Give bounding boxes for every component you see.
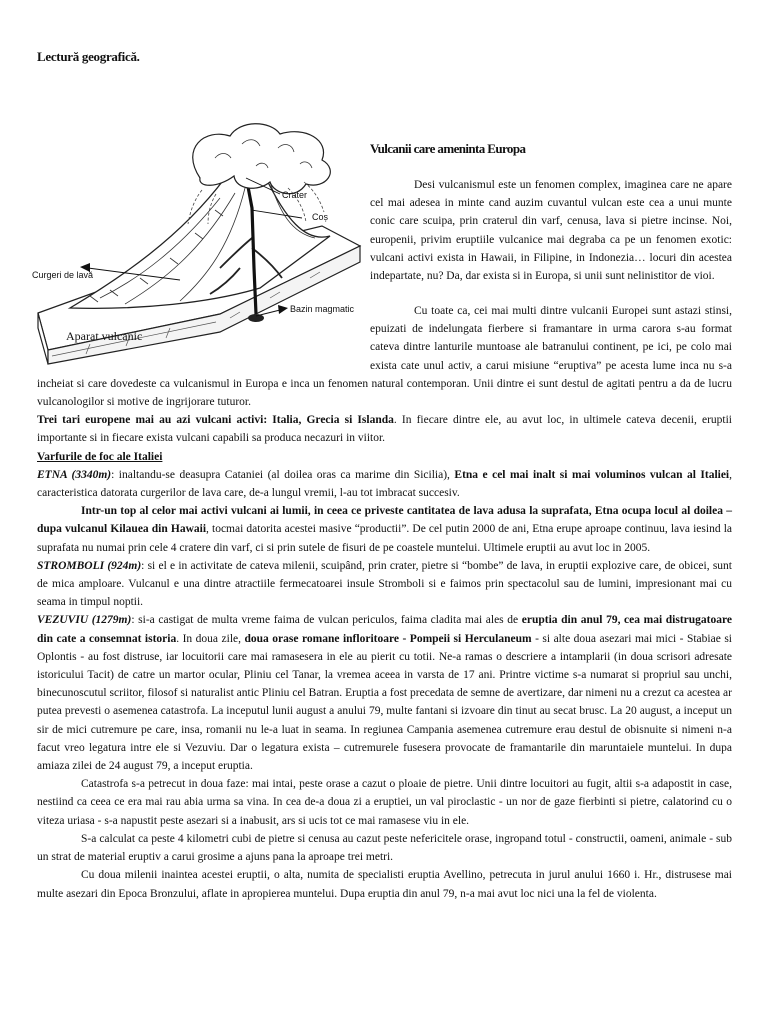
paragraph-avellino: Cu doua milenii inaintea acestei eruptii, o alta, numita de specialisti eruptia Avellino, petrecuta in jurul anului 1660 i. Hr., distrusese mai multe asezari din Epoca Bronzului, aflate in apropierea muntelui. Dupa eruptia din anul 79, n-a mai avut loc nici una la fel de violenta.	[37, 869, 732, 900]
etna-bold-1: Etna e cel mai inalt si mai voluminos vulcan al Italiei	[454, 468, 730, 481]
paragraph-intro: Desi vulcanismul este un fenomen complex, imaginea care ne apare cel mai adesea in minte cand auzim cuvantul vulcan este cea a unui munte conic care scuipa, prin craterul din varf, cenusa, lava si pietre incinse. Noi, europenii, privim eruptiile vulcanice mai degraba ca pe un fenomen exotic: vulcani activi exista in Hawaii, in Filipine, in Indonezia… locuri din acestea indepartate, nu? Da, dar exista si in Europa, si unii sunt nelinistitor de vioi.	[370, 179, 732, 283]
vezuviu-bold-1: eruptia din anul 79, cea mai distrugatoare din cate a consemnat istoria	[37, 614, 732, 645]
vezuviu-text-3: - si alte doua asezari mai mici - Stabiae si Oplontis - au fost distruse, iar locuitorii care mai ramasesera in ele au pierit cu totii. Ne-a ramas o descriere a intamplarii (in doua scrisori adresate istoricului Tacit) de catre un martor ocular, Pliniu cel Tanar, la vremea aceea in varsta de 17 ani. Printre victime s-a numarat si propriul sau unchi, binecunoscutul scriitor, filosof si naturalist antic Pliniu cel Batran. Eruptia a fost precedata de semne de avertizare, dar nimeni nu a crezut ca acestea ar putea prevesti o asemenea catastrofa. La inceputul lunii august a anului 79, multe fantani si izvoare din tinut au secat brusc. La 20 august, a inceput un sir de mici cutremure pe care, insa, romanii nu le-a luat in seama. In regiunea Campania asemenea cutremure erau destul de obisnuite si nimeni n-a facut vreo legatura intre ele si Vezuviu. Dar o legatura exista – cutremurele fusesera provocate de framantarile din maruntaiele muntelui. In dupa amiaza zilei de 24 august 79, a inceput eruptia.	[37, 632, 732, 773]
page-heading: Lectură geografică.	[37, 49, 140, 64]
three-countries-rest: . In fiecare dintre ele, au avut loc, in ultimele cateva decenii, eruptii importante si in fiecare exista vulcani capabili sa produca necazuri in viitor.	[37, 414, 732, 445]
etna-text-1: : inaltandu-se deasupra Cataniei (al doilea oras ca marime din Sicilia),	[111, 468, 455, 481]
section-heading-italy	[37, 448, 732, 466]
paragraph-vezuviu	[37, 611, 732, 775]
vezuviu-bold-2: doua orase romane infloritoare - Pompeii si Herculaneum	[244, 632, 532, 645]
stromboli-text: : si el e in activitate de cateva milenii, scuipând, prin crater, pietre si “bombe” de lava, in eruptii explozive care, de obicei, sunt de mica amploare. Vulcanul e una dintre atractiile fermecatoarei insule Stromboli si e faimos prin spectacolul sau de lumini, impresionant mai cu seama in timpul noptii.	[37, 559, 732, 609]
paragraph-catastrofa: Catastrofa s-a petrecut in doua faze: mai intai, peste orase a cazut o ploaie de pietre. Unii dintre locuitori au fugit, altii s-a adapostit in case, nestiind ca ceea ce era mai rau abia urma sa vina. In cea de-a doua zi a eruptiei, un val piroclastic - un nor de gaze fierbinti si pietre, calatorind cu o viteza uriasa - s-a napustit peste asezari si a inabusit, ars si ucis tot ce mai ramasese viu in ele.	[37, 778, 732, 827]
article-intro-column	[370, 176, 732, 285]
label-magma-chamber: Bazin magmatic	[290, 304, 355, 314]
italy-heading: Varfurile de foc ale Italiei	[37, 450, 163, 463]
vezuviu-name: VEZUVIU (1279m)	[37, 614, 132, 627]
label-cos: Coș	[312, 212, 329, 222]
article-title: Vulcanii care ameninta Europa	[370, 141, 526, 156]
label-crater: Crater	[282, 190, 308, 200]
paragraph-three-countries	[37, 411, 732, 447]
three-countries-bold: Trei tari europene mai au azi vulcani activi: Italia, Grecia si Islanda	[37, 414, 394, 427]
paragraph-calculat: S-a calculat ca peste 4 kilometri cubi de pietre si cenusa au cazut peste nefericitele orase, ingropand totul - constructii, oameni, animale - sub un strat de material eruptiv a carui grosime a ajuns pana la aproape trei metri.	[37, 832, 732, 864]
label-volcanic-apparatus: Aparat vulcanic	[66, 329, 143, 343]
etna-activity-bold: Intr-un top al celor mai activi vulcani ai lumii, in ceea ce priveste cantitatea de lava adusa la suprafata, Etna ocupa locul al doilea – dupa vulcanul Kilauea din Hawaii	[37, 505, 732, 536]
stromboli-name: STROMBOLI (924m)	[37, 559, 142, 572]
etna-text-2: , caracteristica datorata curgerilor de lava care, de-a lungul vremii, l-au tot imbracat succesiv.	[37, 468, 733, 500]
paragraph-etna-activity	[37, 502, 732, 557]
figure-float-spacer	[37, 302, 370, 374]
etna-name: ETNA (3340m)	[37, 468, 112, 481]
label-lava-flows: Curgeri de lavă	[32, 270, 94, 280]
paragraph-european-volcanoes	[37, 302, 732, 411]
article-body	[37, 302, 732, 903]
etna-activity-text: , tocmai datorita acestei masive “productii”. De cel putin 2000 de ani, Etna erupe aproape continuu, lava iesind la suprafata nu numai prin cele 4 cratere din varf, ci si prin sutele de fisuri de pe coastele muntelui. Ultimele eruptii au avut loc in 2005.	[37, 523, 732, 554]
paragraph-stromboli	[37, 557, 732, 612]
vezuviu-text-1: : si-a castigat de multa vreme faima de vulcan periculos, faima cladita mai ales de	[131, 614, 522, 627]
paragraph-etna	[37, 466, 732, 502]
vezuviu-text-2: . In doua zile,	[176, 632, 245, 645]
paragraph-europe-text: Cu toate ca, cei mai multi dintre vulcanii Europei sunt astazi stinsi, epuizati de indelungata fierbere si framantare in urma carora s-au format cateva dintre lanturile muntoase ale batranului continent, pe ici, pe colo mai exista cate unul activ, a carui misiune “eruptiva” pe acesta lume inca nu s-a incheiat si care dovedeste ca vulcanismul in Europa e inca un fenomen natural contemporan. Unii dintre ei sunt destul de agitati pentru a da de lucru vulcanologilor si motive de ingrijorare tuturor.	[37, 305, 732, 409]
